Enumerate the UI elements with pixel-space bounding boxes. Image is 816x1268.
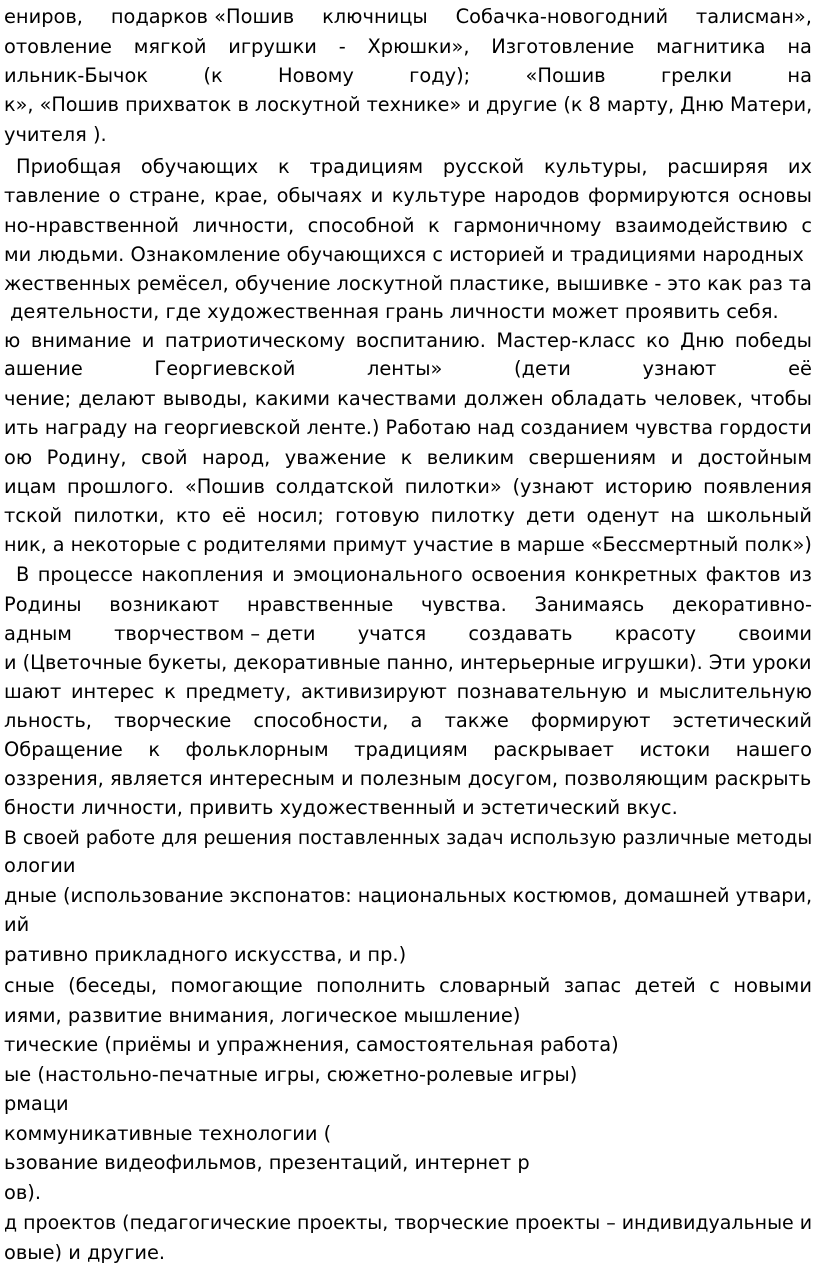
text-fragment: вышивке — [556, 272, 649, 295]
text-fragment: обучение — [234, 272, 331, 295]
text-fragment: ашение — [4, 357, 83, 380]
text-fragment: личности, — [192, 214, 295, 237]
text-line — [4, 2, 812, 32]
text-fragment: - — [654, 272, 662, 295]
text-fragment: ко — [646, 329, 670, 352]
text-line — [4, 1178, 812, 1208]
text-line — [4, 354, 812, 384]
text-line — [4, 735, 812, 765]
text-fragment: ю — [4, 329, 21, 352]
text-fragment: ильник-Бычок — [4, 64, 149, 87]
text-fragment: коммуникативные технологии ( — [4, 1122, 332, 1145]
text-fragment: историю — [604, 475, 693, 498]
text-fragment: к — [427, 214, 440, 237]
text-fragment: к — [400, 446, 413, 469]
text-fragment: выводы, — [162, 387, 248, 410]
text-fragment: носил; — [257, 504, 324, 527]
text-fragment: дные (использование экспонатов: национальных костюмов, домашней утвари, — [4, 884, 813, 907]
text-fragment: традициям — [354, 738, 468, 761]
text-fragment: её — [788, 357, 812, 380]
text-fragment: словарный — [439, 974, 551, 997]
text-fragment: (беседы, — [68, 974, 157, 997]
text-fragment: с — [801, 214, 812, 237]
text-line — [4, 706, 812, 736]
text-fragment: процессе — [37, 563, 133, 586]
text-fragment: д проектов (педагогические проекты, творческие проекты – индивидуальные и — [4, 1212, 813, 1234]
text-fragment: деятельности, где художественная грань личности может проявить себя. — [10, 300, 779, 323]
text-fragment: их — [787, 155, 812, 178]
text-fragment: фактов — [705, 563, 781, 586]
text-fragment: к — [278, 155, 290, 178]
text-fragment: грелки — [660, 64, 733, 87]
text-fragment: уважение — [284, 446, 387, 469]
text-line — [4, 269, 812, 299]
text-line — [4, 793, 812, 823]
text-fragment: Дню — [680, 329, 725, 352]
text-fragment: ениров, — [4, 5, 83, 28]
text-fragment: новыми — [733, 974, 812, 997]
text-fragment: ов). — [4, 1181, 42, 1204]
text-fragment: «Пошив — [184, 475, 265, 498]
text-fragment: ключницы — [322, 5, 428, 28]
text-fragment: лоскутной — [336, 272, 444, 295]
text-fragment: Приобщая — [16, 155, 122, 178]
text-fragment: взаимодействию — [614, 214, 788, 237]
text-fragment: её — [222, 504, 246, 527]
text-fragment: стране, — [128, 184, 206, 207]
text-fragment: патриотическому — [164, 329, 346, 352]
text-fragment: (дети — [514, 357, 571, 380]
text-fragment: чтобы — [750, 387, 812, 410]
text-fragment: бности личности, привить художественный и эстетический вкус. — [4, 796, 678, 819]
text-fragment: способной — [307, 214, 415, 237]
text-line — [4, 443, 812, 473]
text-line — [4, 1030, 812, 1060]
text-fragment: нравственные — [247, 593, 394, 616]
text-fragment: рмаци — [4, 1092, 69, 1115]
text-fragment: это — [667, 272, 702, 295]
text-fragment: накопления — [141, 563, 264, 586]
text-fragment: традициям — [309, 155, 424, 178]
text-fragment: В — [16, 563, 30, 586]
text-fragment: основы — [738, 184, 812, 207]
text-fragment: воспитанию. — [355, 329, 486, 352]
text-fragment: ьзование видеофильмов, презентаций, интернет р — [4, 1151, 530, 1174]
text-fragment: творческие — [114, 709, 232, 732]
text-fragment: к — [164, 680, 176, 703]
text-line — [4, 181, 812, 211]
text-fragment: ми людьми. Ознакомление обучающихся с историей и традициями народных — [4, 243, 804, 266]
text-fragment: свершениям — [528, 446, 657, 469]
text-fragment: оззрения, является интересным и полезным досугом, позволяющим раскрыть — [4, 767, 812, 790]
text-fragment: раскрывает — [493, 738, 614, 761]
text-fragment: Родину, — [46, 446, 127, 469]
text-fragment: игрушки — [228, 35, 317, 58]
text-fragment: победы — [734, 329, 812, 352]
text-fragment: «Пошив — [525, 64, 606, 87]
text-fragment: культуры, — [543, 155, 648, 178]
text-fragment: (узнают — [512, 475, 594, 498]
text-fragment: конкретных — [574, 563, 698, 586]
text-fragment: кто — [175, 504, 211, 527]
text-fragment: а — [410, 709, 423, 732]
text-fragment: культуре — [391, 184, 486, 207]
text-line — [4, 501, 812, 531]
text-line — [4, 648, 812, 678]
text-fragment: качествами — [337, 387, 457, 410]
text-line — [4, 211, 812, 241]
text-line — [4, 619, 812, 649]
text-fragment: пилотки» — [404, 475, 502, 498]
text-line — [4, 1119, 812, 1149]
text-fragment: школьный — [706, 504, 812, 527]
text-fragment: русской — [442, 155, 525, 178]
text-fragment: учатся — [357, 622, 427, 645]
text-fragment: должен — [463, 387, 544, 410]
text-fragment: Обращение — [4, 738, 123, 761]
text-line — [4, 881, 812, 911]
text-fragment: способности, — [253, 709, 389, 732]
text-fragment: на — [670, 504, 695, 527]
text-fragment: из — [788, 563, 812, 586]
text-fragment: на — [787, 64, 812, 87]
text-line — [4, 971, 812, 1001]
text-fragment: ые (настольно-печатные игры, сюжетно-ролевые игры) — [4, 1063, 578, 1086]
text-fragment: Новому — [278, 64, 354, 87]
text-fragment: пластике, — [449, 272, 551, 295]
text-fragment: своими — [738, 622, 812, 645]
text-line — [4, 1060, 812, 1090]
text-line — [4, 764, 812, 794]
text-fragment: шают — [4, 680, 62, 703]
text-line — [4, 61, 812, 91]
text-fragment: ративно прикладного искусства, и пр.) — [4, 943, 407, 966]
text-fragment: Мастер-класс — [496, 329, 636, 352]
text-line — [4, 1001, 812, 1031]
text-fragment: и — [370, 184, 384, 207]
text-line — [4, 240, 812, 270]
text-fragment: узнают — [642, 357, 717, 380]
text-fragment: учителя ). — [4, 123, 107, 146]
text-line — [4, 1089, 812, 1119]
text-fragment: ою — [4, 446, 33, 469]
text-fragment: обучающих — [140, 155, 259, 178]
text-fragment: та — [788, 272, 812, 295]
text-fragment: о — [108, 184, 121, 207]
text-line — [4, 823, 812, 853]
text-fragment: расширяя — [667, 155, 769, 178]
text-fragment: (к — [203, 64, 223, 87]
text-fragment: - — [338, 35, 346, 58]
text-fragment: интерес — [70, 680, 155, 703]
text-fragment: истоки — [639, 738, 711, 761]
text-line — [4, 1208, 812, 1238]
text-fragment: запас — [563, 974, 622, 997]
text-fragment: детей — [634, 974, 696, 997]
text-fragment: и — [271, 563, 285, 586]
text-fragment: декоративно- — [671, 593, 812, 616]
text-line — [16, 152, 812, 182]
text-fragment: какими — [254, 387, 330, 410]
text-fragment: иями, развитие внимания, логическое мышление) — [4, 1004, 521, 1027]
text-line — [4, 1148, 812, 1178]
text-fragment: гармоничному — [453, 214, 602, 237]
text-fragment: году); — [409, 64, 471, 87]
text-fragment: Занимаясь — [534, 593, 645, 616]
text-fragment: нашего — [735, 738, 812, 761]
text-fragment: эстетический — [672, 709, 812, 732]
text-fragment: появления — [703, 475, 812, 498]
text-fragment: Хрюшки», — [367, 35, 470, 58]
text-fragment: освоения — [471, 563, 566, 586]
text-fragment: и (Цветочные букеты, декоративные панно, интерьерные игрушки). Эти уроки — [4, 651, 812, 674]
text-fragment: формируют — [531, 709, 651, 732]
text-fragment: тические (приёмы и упражнения, самостоятельная работа) — [4, 1033, 619, 1056]
text-fragment: фольклорным — [185, 738, 329, 761]
text-fragment: народов — [494, 184, 580, 207]
text-fragment: ицам — [4, 475, 57, 498]
text-fragment: внимание — [30, 329, 132, 352]
text-fragment: магнитика — [656, 35, 766, 58]
text-fragment: помогающие — [170, 974, 303, 997]
text-fragment: ленты» — [366, 357, 443, 380]
text-fragment: подарков «Пошив — [110, 5, 295, 28]
text-fragment: ремёсел, — [136, 272, 229, 295]
text-fragment: жественных — [4, 272, 131, 295]
text-fragment: и — [636, 680, 650, 703]
text-fragment: ить награду на георгиевской ленте.) Работаю над созданием чувства гордости — [4, 416, 812, 439]
text-fragment: В своей работе для решения поставленных задач использую различные методы — [4, 827, 813, 849]
text-line — [4, 326, 812, 356]
text-line — [4, 120, 812, 150]
text-line — [4, 590, 812, 620]
text-fragment: обладать — [550, 387, 647, 410]
text-fragment: оденут — [586, 504, 660, 527]
text-fragment: к», «Пошив прихваток в лоскутной технике» и другие (к 8 марту, Дню Матери, — [4, 93, 813, 116]
text-fragment: великим — [426, 446, 515, 469]
text-fragment: талисман», — [695, 5, 812, 28]
text-fragment: мягкой — [133, 35, 207, 58]
text-fragment: отовление — [4, 35, 112, 58]
text-fragment: мыслительную — [658, 680, 812, 703]
text-fragment: Собачка-новогодний — [455, 5, 669, 28]
text-fragment: ник, а некоторые с родителями примут участие в марше «Бессмертный полк») — [4, 533, 812, 556]
text-fragment: пилотку — [430, 504, 515, 527]
text-fragment: крае, — [214, 184, 269, 207]
text-fragment: красоту — [614, 622, 696, 645]
text-fragment: пилотки, — [73, 504, 165, 527]
text-fragment: достойным — [697, 446, 812, 469]
text-line — [4, 32, 812, 62]
text-fragment: и — [141, 329, 155, 352]
text-fragment: Георгиевской — [154, 357, 296, 380]
text-fragment: готовую — [335, 504, 420, 527]
text-line — [4, 1238, 812, 1268]
text-fragment: человек, — [654, 387, 743, 410]
text-fragment: и — [670, 446, 684, 469]
text-fragment: Изготовление — [491, 35, 635, 58]
text-fragment: дети — [526, 504, 576, 527]
text-line — [16, 560, 812, 590]
text-fragment: с — [709, 974, 720, 997]
text-fragment: но-нравственной — [4, 214, 179, 237]
text-fragment: также — [444, 709, 509, 732]
text-fragment: активизируют — [301, 680, 447, 703]
text-line — [4, 472, 812, 502]
text-fragment: эмоционального — [293, 563, 463, 586]
text-fragment: к — [148, 738, 161, 761]
text-fragment: раз — [748, 272, 783, 295]
text-fragment: создавать — [468, 622, 573, 645]
text-fragment: ий — [4, 913, 30, 936]
text-fragment: на — [787, 35, 812, 58]
text-fragment: обычаях — [276, 184, 363, 207]
text-fragment: тавление — [4, 184, 101, 207]
text-fragment: делают — [78, 387, 156, 410]
text-fragment: прошлого. — [67, 475, 175, 498]
text-fragment: возникают — [109, 593, 220, 616]
text-line — [4, 677, 812, 707]
text-fragment: льность, — [4, 709, 92, 732]
text-fragment: как — [707, 272, 743, 295]
text-fragment: адным — [4, 622, 72, 645]
text-fragment: пополнить — [316, 974, 426, 997]
text-fragment: тской — [4, 504, 63, 527]
text-line — [4, 384, 812, 414]
text-line — [10, 297, 812, 327]
text-fragment: овые) и другие. — [4, 1241, 166, 1264]
text-fragment: сные — [4, 974, 55, 997]
text-line — [4, 940, 812, 970]
text-fragment: свой — [140, 446, 188, 469]
text-line — [4, 90, 812, 120]
text-fragment: творчеством – дети — [114, 622, 316, 645]
text-fragment: Родины — [4, 593, 82, 616]
text-fragment: солдатской — [275, 475, 394, 498]
text-line — [4, 910, 812, 940]
text-line — [4, 413, 812, 443]
text-fragment: народ, — [202, 446, 271, 469]
text-fragment: познавательную — [456, 680, 627, 703]
text-line — [4, 851, 812, 881]
text-fragment: чувства. — [420, 593, 507, 616]
text-fragment: ологии — [4, 854, 76, 877]
text-fragment: предмету, — [185, 680, 292, 703]
text-fragment: чение; — [4, 387, 72, 410]
text-line — [4, 530, 812, 560]
text-fragment: формируются — [588, 184, 730, 207]
